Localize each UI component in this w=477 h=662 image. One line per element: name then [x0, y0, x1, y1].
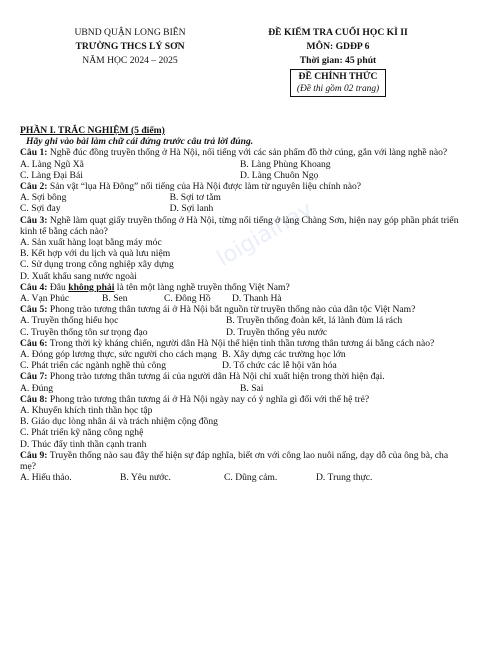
options-row [20, 192, 460, 203]
option: A. Đóng góp lương thực, sức người cho cách mạng [20, 349, 217, 361]
options-row [20, 315, 460, 326]
question-8 [20, 394, 460, 405]
section-instruction: Hãy ghi vào bài làm chữ cái đứng trước câu trả lời đúng. [26, 136, 254, 148]
watermark: loigiaihay [212, 197, 317, 272]
question-number: Câu 7: [20, 371, 48, 383]
question-number: Câu 9: [20, 449, 48, 461]
option: C. Sử dụng trong công nghiệp xây dựng [20, 259, 174, 271]
question-number: Câu 8: [20, 393, 48, 405]
option: B. Làng Phùng Khoang [240, 158, 331, 170]
question-7 [20, 371, 460, 382]
options-row [20, 159, 460, 170]
question-number: Câu 2: [20, 181, 48, 193]
option: B. Xây dựng các trường học lớn [222, 349, 346, 361]
option: A. Truyền thống hiếu học [20, 315, 119, 327]
question-number: Câu 5: [20, 304, 48, 316]
option: B. Sợi tơ tằm [169, 192, 221, 204]
question-4 [20, 282, 460, 293]
question-text: Nghề đúc đồng truyền thống ở Hà Nội, nổi tiếng với các sản phẩm đồ thờ cúng, gắn với làng nghề nào? [49, 147, 448, 159]
option: C. Dũng cảm. [224, 472, 278, 484]
page-count-note: (Đề thi gồm 02 trang) [296, 84, 380, 94]
option: D. Làng Chuôn Ngọ [240, 169, 319, 181]
options-row [20, 383, 460, 394]
option: A. Hiếu thảo. [20, 472, 72, 484]
option: D. Tổ chức các lễ hội văn hóa [222, 360, 337, 372]
question-number: Câu 3: [20, 214, 48, 226]
question-3 [20, 215, 460, 237]
question-5 [20, 304, 460, 315]
question-1 [20, 147, 460, 158]
question-number: Câu 6: [20, 337, 48, 349]
question-text: Nghề làm quạt giấy truyền thống ở Hà Nội, từng nổi tiếng ở làng Chàng Sơn, hiện nay góp phần phát triển kinh tế bằng cách nào? [20, 214, 459, 237]
option: A. Làng Ngũ Xã [20, 158, 84, 170]
options-row [20, 472, 460, 483]
option: B. Yêu nước. [120, 472, 171, 484]
exam-title: ĐỀ KIỂM TRA CUỐI HỌC KÌ II [268, 27, 408, 38]
option: B. Giáo dục lòng nhân ái và trách nhiệm cộng đồng [20, 416, 218, 428]
option: A. Vạn Phúc [20, 293, 70, 305]
question-text: Phong trào tương thân tương ái của người dân Hà Nội chỉ xuất hiện trong thời hiện đại. [49, 371, 385, 383]
option: C. Sợi đay [20, 203, 61, 215]
question-9 [20, 450, 460, 472]
options-row [20, 360, 460, 371]
question-emphasis: không phải [68, 281, 115, 293]
question-text: Sản vật “lụa Hà Đông” nổi tiếng của Hà Nội được làm từ nguyên liệu chính nào? [49, 181, 362, 193]
options-row [20, 327, 460, 338]
exam-subject: MÔN: GDĐP 6 [306, 41, 370, 52]
option: A. Sợi bông [20, 192, 67, 204]
options-row [20, 293, 460, 304]
exam-duration: Thời gian: 45 phút [299, 55, 377, 66]
option: D. Thúc đẩy tinh thần cạnh tranh [20, 438, 147, 450]
option: C. Phát triển các ngành nghề thủ công [20, 360, 167, 372]
section-title: PHẦN I. TRẮC NGHIỆM (5 điểm) [20, 125, 165, 136]
school-name: TRƯỜNG THCS LÝ SƠN [75, 41, 185, 52]
option: D. Xuất khẩu sang nước ngoài [20, 270, 137, 282]
question-6 [20, 338, 460, 349]
question-text: Phong trào tương thân tương ái ở Hà Nội ngày nay có ý nghĩa gì đối với thế hệ trẻ? [49, 393, 370, 405]
option: B. Sai [240, 382, 264, 394]
options-row [20, 170, 460, 181]
official-box [290, 69, 386, 97]
question-text: Truyền thống nào sau đây thể hiện sự đáp nghĩa, biết ơn với công lao nuôi nấng, dạy dỗ của ông bà, cha mẹ? [20, 449, 449, 473]
question-text-pre: Đâu [49, 281, 69, 293]
question-number: Câu 4: [20, 281, 48, 293]
option: B. Kết hợp với du lịch và quà lưu niệm [20, 248, 171, 260]
option: C. Truyền thống tôn sư trọng đạo [20, 326, 148, 338]
option: B. Truyền thống đoàn kết, lá lành đùm lá rách [226, 315, 403, 327]
question-number: Câu 1: [20, 147, 48, 159]
official-label: ĐỀ CHÍNH THỨC [298, 71, 378, 82]
exam-header [238, 26, 438, 97]
school-header [40, 26, 220, 68]
question-text-post: là tên một làng nghề truyền thống Việt Nam? [114, 281, 290, 293]
option: B. Sen [102, 293, 128, 305]
option: A. Đúng [20, 382, 54, 394]
option: D. Truyền thống yêu nước [226, 326, 328, 338]
school-year: NĂM HỌC 2024 – 2025 [82, 55, 178, 66]
options-row [20, 203, 460, 214]
option: A. Sản xuất hàng loạt bằng máy móc [20, 237, 162, 249]
question-text: Phong trào tương thân tương ái ở Hà Nội bắt nguồn từ truyền thống nào của dân tộc Việt Nam? [49, 304, 416, 316]
option: D. Sợi lanh [169, 203, 214, 215]
option: A. Khuyến khích tinh thần học tập [20, 405, 153, 417]
question-2 [20, 181, 460, 192]
question-text: Trong thời kỳ kháng chiến, người dân Hà Nội thể hiện tinh thần tương thân tương ái bằng cách nào? [49, 337, 435, 349]
options-row [20, 349, 460, 360]
option: D. Trung thực. [316, 472, 373, 484]
option: C. Làng Đại Bái [20, 169, 83, 181]
option: C. Phát triển kỹ năng công nghệ [20, 427, 144, 439]
district-name: UBND QUẬN LONG BIÊN [74, 27, 186, 38]
option: D. Thanh Hà [232, 293, 282, 305]
exam-body [20, 125, 460, 484]
option: C. Đông Hồ [164, 293, 211, 305]
